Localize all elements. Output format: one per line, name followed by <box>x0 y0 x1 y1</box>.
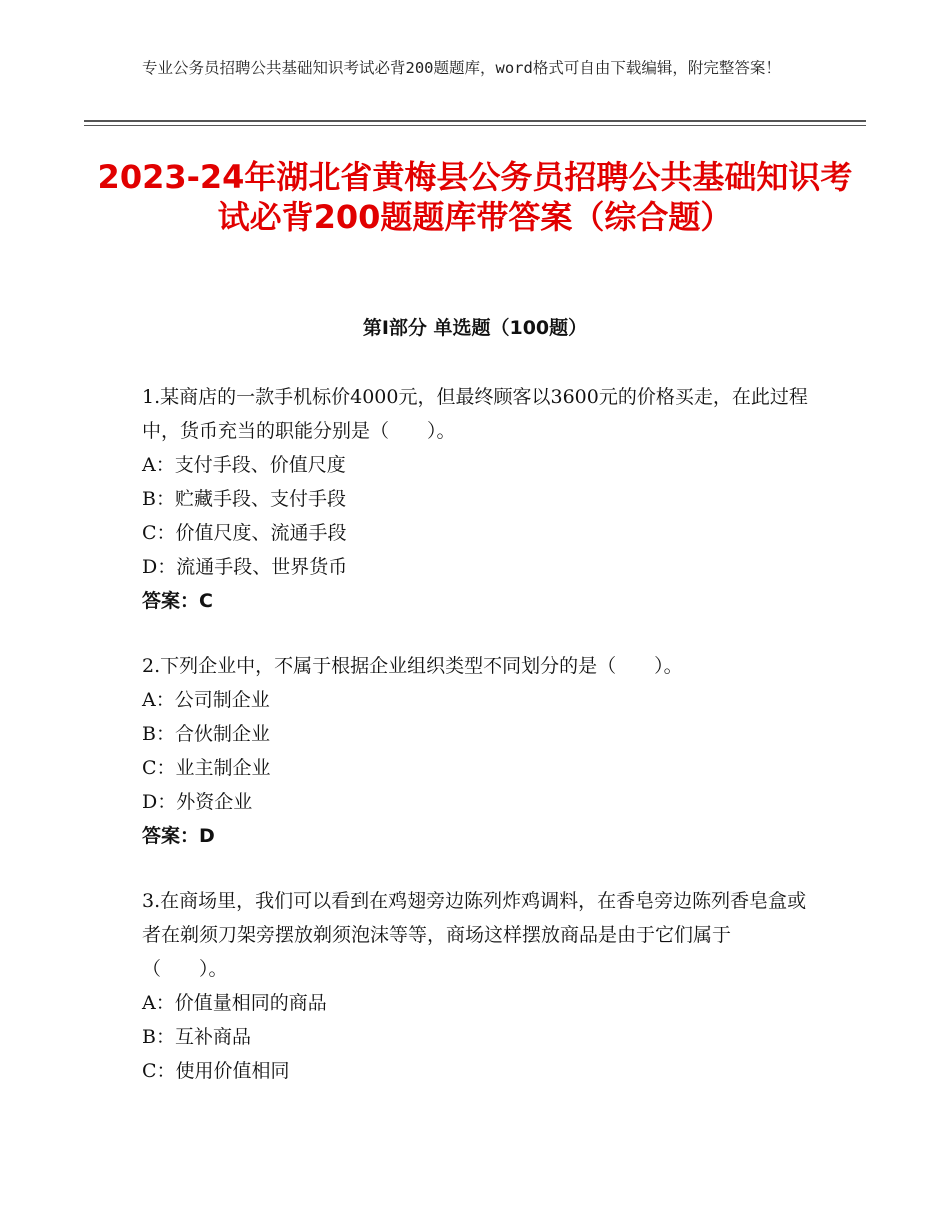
option-b: B：贮藏手段、支付手段 <box>142 488 346 510</box>
option-d: D：外资企业 <box>142 791 253 813</box>
answer-line: 答案：C <box>142 590 213 612</box>
option-d: D：流通手段、世界货币 <box>142 556 348 578</box>
question-list <box>142 380 812 1119</box>
question-stem: 3.在商场里，我们可以看到在鸡翅旁边陈列炸鸡调料，在香皂旁边陈列香皂盒或者在剃须刀架旁摆放剃须泡沫等等，商场这样摆放商品是由于它们属于（ ）。 <box>142 890 807 980</box>
option-c: C：价值尺度、流通手段 <box>142 522 347 544</box>
option-a: A：公司制企业 <box>142 689 270 711</box>
header-divider <box>84 120 866 126</box>
option-a: A：支付手段、价值尺度 <box>142 454 346 476</box>
question-1 <box>142 380 812 618</box>
option-b: B：互补商品 <box>142 1026 251 1048</box>
question-3 <box>142 884 812 1088</box>
option-b: B：合伙制企业 <box>142 723 270 745</box>
question-stem: 1.某商店的一款手机标价4000元，但最终顾客以3600元的价格买走，在此过程中，货币充当的职能分别是（ ）。 <box>142 386 808 442</box>
question-stem: 2.下列企业中，不属于根据企业组织类型不同划分的是（ ）。 <box>142 655 683 677</box>
option-c: C：业主制企业 <box>142 757 271 779</box>
header-note: 专业公务员招聘公共基础知识考试必背200题题库，word格式可自由下载编辑，附完整答案！ <box>142 59 781 77</box>
question-2 <box>142 649 812 853</box>
document-title: 2023-24年湖北省黄梅县公务员招聘公共基础知识考试必背200题题库带答案（综合题） <box>97 158 853 236</box>
section-title: 第Ⅰ部分 单选题（100题） <box>362 317 588 339</box>
option-c: C：使用价值相同 <box>142 1060 290 1082</box>
answer-line: 答案：D <box>142 825 215 847</box>
option-a: A：价值量相同的商品 <box>142 992 327 1014</box>
